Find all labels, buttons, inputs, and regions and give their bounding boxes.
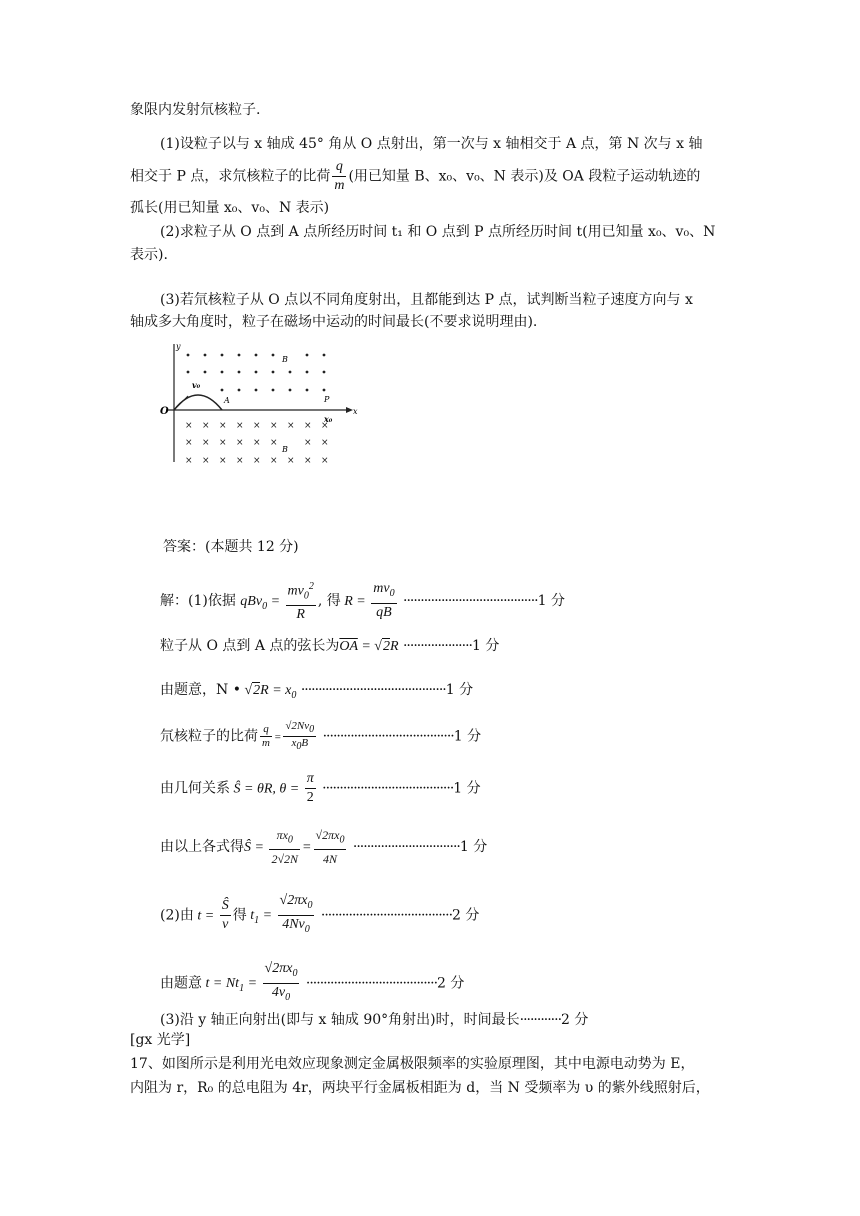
step-text: 解：(1)依据 xyxy=(160,593,236,610)
field-b-label-bottom: B xyxy=(282,445,288,454)
field-dot xyxy=(323,371,326,374)
field-dot xyxy=(255,371,258,374)
field-dot xyxy=(306,371,309,374)
question-17-text: 17、如图所示是利用光电效应现象测定金属极限频率的实验原理图，其中电源电动势为 E， xyxy=(130,1056,695,1072)
field-cross: × xyxy=(185,438,193,448)
field-cross: × xyxy=(270,456,278,466)
field-cross: × xyxy=(287,456,295,466)
question-2-text: (2)求粒子从 O 点到 A 点所经历时间 t₁ 和 O 点到 P 点所经历时间 t(用已知量 x₀、v₀、N xyxy=(160,224,716,240)
x-axis-arrow xyxy=(346,407,353,413)
field-dot xyxy=(204,371,207,374)
field-dot xyxy=(221,371,224,374)
section-tag: [gx 光学] xyxy=(130,1032,191,1048)
step-text: , 得 xyxy=(317,593,341,610)
solution-step-2: 粒子从 O 点到 A 点的弦长为$\overline{OA} = √2R \cdot\cdot\cdot\cdot\cdot\cdot\cdot\cdot\cdot\cdot\cdot\cdot\cdot\cdot\cdot\cdot\cdot\cdot\cdot\cdot 1$ 分 xyxy=(160,638,500,654)
field-cross: × xyxy=(321,421,329,431)
solution-step-3: 由题意，N • $√2R = x_0 \cdot\cdot\cdot\cdot\cdot\cdot\cdot\cdot\cdot\cdot\cdot\cdot\cdot\cdot\cdot\cdot\cdot\cdot\cdot\cdot\cdot\cdot\cdot\cdot\cdot\cdot\cdot\cdot\cdot\cdot\cdot\cdot\cdot\cdot\cdot\cdot\cdot\cdot\cdot\cdot\cdot\cdot 1$ 分 xyxy=(160,682,474,701)
field-dot xyxy=(323,389,326,392)
field-cross: × xyxy=(202,456,210,466)
field-cross: × xyxy=(321,438,329,448)
step-text: 粒子从 O 点到 A 点的弦长为 xyxy=(160,638,340,654)
solution-step-9: (3)沿 y 轴正向射出(即与 x 轴成 90°角射出)时，时间最长············2 分 xyxy=(160,1012,589,1028)
field-out-dots xyxy=(187,354,326,392)
field-in-crosses xyxy=(185,421,329,466)
field-cross: × xyxy=(236,421,244,431)
field-cross: × xyxy=(253,421,261,431)
field-dot xyxy=(289,371,292,374)
magnetic-field-figure xyxy=(156,340,361,470)
solution-step-5: 由几何关系 Ŝ = θR, θ = $\frac{\pi}{2}$ ······································1 分 xyxy=(160,771,481,805)
field-cross: × xyxy=(270,421,278,431)
step-text: 由题意 xyxy=(160,975,202,992)
field-cross: × xyxy=(236,456,244,466)
solution-step-1: 解：(1)依据 qBv$_0$ = $\frac{mv_0^2}{R}$ , 得 R = $\frac{mv_0}{qB}$ ·······································1 分 xyxy=(160,578,565,624)
field-dot xyxy=(187,354,190,357)
field-cross: × xyxy=(253,438,261,448)
intro-line: 象限内发射氘核粒子. xyxy=(130,102,261,118)
score: 2 分 xyxy=(561,1012,589,1028)
solution-step-8: 由题意 $t = Nt_1$ = $\frac{√2\pi x_0}{4v_0}$ ······································2 分 xyxy=(160,961,465,1003)
score: 1 分 xyxy=(471,638,500,654)
score: 1 分 xyxy=(459,839,488,856)
field-dot xyxy=(272,354,275,357)
field-dot xyxy=(306,389,309,392)
answer-header: 答案：(本题共 12 分) xyxy=(163,539,299,555)
field-cross: × xyxy=(253,456,261,466)
question-1-text-cont xyxy=(130,158,700,195)
field-dot xyxy=(238,371,241,374)
question-1-text: (1)设粒子以与 x 轴成 45° 角从 O 点射出，第一次与 x 轴相交于 A 点，第 N 次与 x 轴 xyxy=(160,136,703,152)
score: 1 分 xyxy=(453,728,482,745)
question-3-text-end: 轴成多大角度时，粒子在磁场中运动的时间最长(不要求说明理由). xyxy=(130,314,538,330)
field-dot xyxy=(272,371,275,374)
x0-label: x₀ xyxy=(324,414,333,424)
field-cross: × xyxy=(287,421,295,431)
question-1-part: (用已知量 B、x₀、v₀、N 表示)及 OA 段粒子运动轨迹的 xyxy=(348,168,701,185)
score: 2 分 xyxy=(452,907,480,924)
x-axis-label: x xyxy=(353,407,358,416)
point-p-label: P xyxy=(324,395,330,404)
field-dot xyxy=(238,389,241,392)
field-dot xyxy=(238,354,241,357)
velocity-label: v₀ xyxy=(192,380,201,390)
field-cross: × xyxy=(304,438,312,448)
field-cross: × xyxy=(202,438,210,448)
field-cross: × xyxy=(236,438,244,448)
field-dot xyxy=(221,389,224,392)
step-text: (3)沿 y 轴正向射出(即与 x 轴成 90°角射出)时，时间最长 xyxy=(160,1012,520,1028)
step-text: 氘核粒子的比荷 xyxy=(160,728,258,745)
field-cross: × xyxy=(185,456,193,466)
question-3-text: (3)若氘核粒子从 O 点以不同角度射出，且都能到达 P 点，试判断当粒子速度方向与 x xyxy=(160,292,693,308)
solution-step-6: 由以上各式得Ŝ = $\frac{\pi x_0}{2√2N}$ = $\frac{√2\pi x_0}{4N}$ ·······························1 分 xyxy=(160,828,488,867)
step-text: 得 xyxy=(232,907,247,924)
field-cross: × xyxy=(270,438,278,448)
field-cross: × xyxy=(304,456,312,466)
solution-step-4: 氘核粒子的比荷 $\frac{q}{m}$ = $\frac{√2Nv_0}{x_0B}$ ······································1 分 xyxy=(160,720,482,753)
field-dot xyxy=(306,354,309,357)
charge-mass-ratio: $\frac{q}{m}$ xyxy=(334,159,345,193)
origin-label: O xyxy=(160,406,169,417)
solution-step-7: (2)由 t = $\frac{Ŝ}{v}$ 得 $t_1$ = $\frac{√2\pi x_0}{4Nv_0}$ ······································2 分 xyxy=(160,893,480,935)
field-dot xyxy=(272,389,275,392)
score: 2 分 xyxy=(437,975,465,992)
score: 1 分 xyxy=(445,682,474,698)
field-cross: × xyxy=(304,421,312,431)
field-dot xyxy=(187,371,190,374)
question-1-text-end: 孤长(用已知量 x₀、v₀、N 表示) xyxy=(130,200,330,216)
y-axis-label: y xyxy=(176,342,181,351)
velocity-arrow xyxy=(174,396,188,410)
field-dot xyxy=(323,354,326,357)
field-cross: × xyxy=(219,438,227,448)
step-text: 由几何关系 xyxy=(160,780,230,797)
question-2-text-end: 表示). xyxy=(130,247,168,263)
field-cross: × xyxy=(321,456,329,466)
field-cross: × xyxy=(185,421,193,431)
question-1-part: 相交于 P 点，求氘核粒子的比荷 xyxy=(130,168,331,185)
field-dot xyxy=(255,389,258,392)
field-dot xyxy=(289,389,292,392)
step-text: 由题意，N • xyxy=(160,682,241,698)
score: 1 分 xyxy=(453,780,481,797)
field-dot xyxy=(204,354,207,357)
field-b-label-top: B xyxy=(282,355,288,364)
field-dot xyxy=(255,354,258,357)
step-text: 由以上各式得 xyxy=(160,839,244,856)
score: 1 分 xyxy=(537,593,565,610)
field-cross: × xyxy=(219,421,227,431)
point-a-label: A xyxy=(224,396,230,405)
field-cross: × xyxy=(219,456,227,466)
step-text: (2)由 xyxy=(160,907,194,924)
field-dot xyxy=(221,354,224,357)
field-cross: × xyxy=(202,421,210,431)
question-17-text-cont: 内阻为 r，R₀ 的总电阻为 4r，两块平行金属板相距为 d，当 N 受频率为 υ 的紫外线照射后， xyxy=(130,1080,710,1096)
